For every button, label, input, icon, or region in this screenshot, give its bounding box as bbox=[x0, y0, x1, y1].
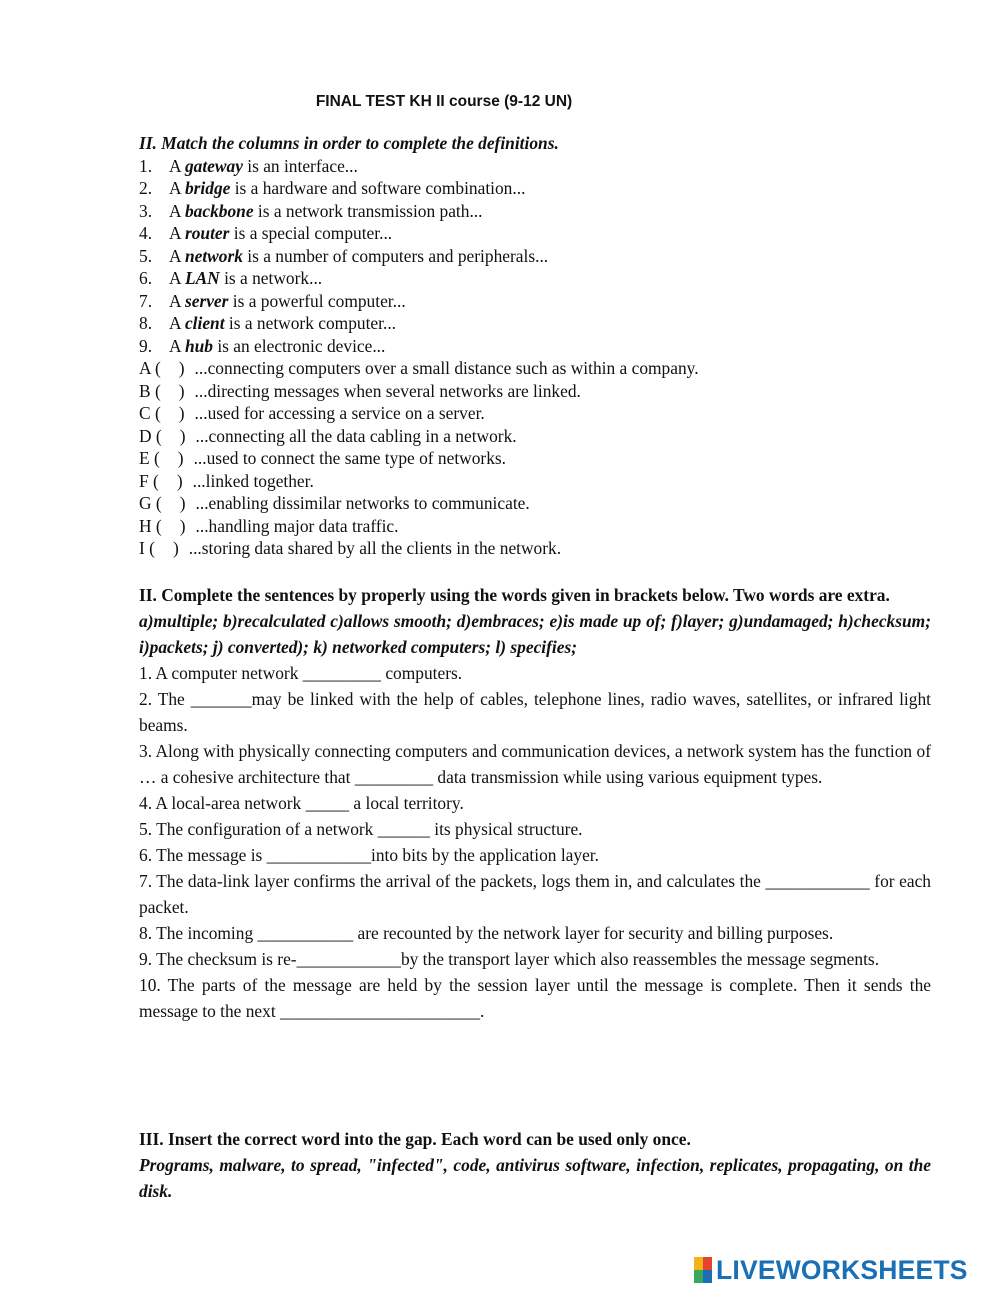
match-section bbox=[139, 132, 931, 560]
sentence-item: 9. The checksum is re-____________by the transport layer which also reassembles the message segments. bbox=[139, 949, 880, 969]
sentence-item: 5. The configuration of a network ______ its physical structure. bbox=[139, 819, 583, 839]
item-number: 1. bbox=[139, 155, 153, 176]
option-close: ) bbox=[179, 515, 186, 536]
sentence-item: 3. Along with physically connecting computers and communication devices, a network system has the function of … a cohesive architecture that _________ data transmission while using various equipment types. bbox=[139, 741, 931, 787]
definition-item bbox=[139, 290, 931, 313]
option-text: ...linked together. bbox=[192, 470, 314, 491]
option-item bbox=[139, 515, 931, 538]
option-letter: A ( bbox=[139, 358, 161, 378]
definition-item bbox=[139, 155, 931, 178]
item-term: bridge bbox=[184, 178, 231, 198]
option-item bbox=[139, 447, 931, 470]
item-term: LAN bbox=[184, 268, 220, 288]
definition-item bbox=[139, 222, 931, 245]
option-close: ) bbox=[177, 448, 184, 468]
complete-heading: II. Complete the sentences by properly using the words given in brackets below. Two words are extra. bbox=[139, 585, 890, 605]
item-text: is a network transmission path... bbox=[253, 200, 483, 221]
option-text: ...used for accessing a service on a server. bbox=[194, 403, 485, 423]
sentence-item: 6. The message is ____________into bits by the application layer. bbox=[139, 845, 599, 865]
option-close: ) bbox=[172, 538, 179, 558]
item-number: 7. bbox=[139, 290, 153, 311]
item-text: is a hardware and software combination... bbox=[230, 178, 526, 198]
option-text: ...handling major data traffic. bbox=[195, 515, 399, 536]
item-term: network bbox=[184, 245, 243, 266]
item-number: 4. bbox=[139, 223, 153, 243]
option-list bbox=[139, 357, 931, 560]
insert-heading: III. Insert the correct word into the gap. Each word can be used only once. bbox=[139, 1129, 691, 1149]
item-article: A bbox=[169, 223, 185, 243]
item-term: router bbox=[184, 223, 230, 243]
option-letter: H ( bbox=[139, 515, 162, 536]
word-bank: a)multiple; b)recalculated c)allows smooth; d)embraces; e)is made up of; f)layer; g)undamaged; h)checksum; i)packets; j) converted); k) networked computers; l) specifies; bbox=[139, 611, 931, 657]
item-term: backbone bbox=[184, 200, 254, 221]
option-item bbox=[139, 357, 931, 380]
item-term: server bbox=[184, 290, 229, 311]
item-article: A bbox=[169, 313, 185, 333]
item-article: A bbox=[169, 290, 185, 311]
item-article: A bbox=[169, 178, 185, 198]
option-text: ...connecting all the data cabling in a network. bbox=[195, 425, 517, 446]
item-text: is an interface... bbox=[242, 155, 358, 176]
option-close: ) bbox=[178, 358, 185, 378]
item-term: client bbox=[184, 313, 225, 333]
sentence-item: 10. The parts of the message are held by the session layer until the message is complete. Then it sends the message to the next _______________________. bbox=[139, 975, 931, 1021]
sentence-item: 8. The incoming ___________ are recounted by the network layer for security and billing purposes. bbox=[139, 923, 834, 943]
match-heading: II. Match the columns in order to complete the definitions. bbox=[139, 133, 559, 153]
definition-list bbox=[139, 155, 931, 358]
definition-item bbox=[139, 267, 931, 290]
option-letter: G ( bbox=[139, 493, 162, 513]
option-close: ) bbox=[179, 493, 186, 513]
sentence-item: 1. A computer network _________ computers. bbox=[139, 663, 463, 683]
option-letter: I ( bbox=[139, 538, 155, 558]
option-close: ) bbox=[178, 403, 185, 423]
item-text: is a network computer... bbox=[224, 313, 397, 333]
option-letter: B ( bbox=[139, 380, 161, 401]
definition-item bbox=[139, 312, 931, 335]
liveworksheets-logo bbox=[694, 1255, 968, 1285]
option-item bbox=[139, 380, 931, 403]
item-term: gateway bbox=[184, 155, 243, 176]
option-text: ...connecting computers over a small distance such as within a company. bbox=[194, 358, 699, 378]
item-number: 6. bbox=[139, 268, 153, 288]
option-text: ...enabling dissimilar networks to communicate. bbox=[195, 493, 530, 513]
item-article: A bbox=[169, 155, 185, 176]
sentence-item: 4. A local-area network _____ a local territory. bbox=[139, 793, 464, 813]
item-text: is a powerful computer... bbox=[228, 290, 406, 311]
item-number: 5. bbox=[139, 245, 153, 266]
item-article: A bbox=[169, 268, 185, 288]
item-number: 8. bbox=[139, 313, 153, 333]
option-text: ...storing data shared by all the clients in the network. bbox=[188, 538, 562, 558]
insert-word-bank: Programs, malware, to spread, "infected", code, antivirus software, infection, replicates, propagating, on the disk. bbox=[139, 1155, 931, 1201]
option-letter: E ( bbox=[139, 448, 160, 468]
option-close: ) bbox=[179, 425, 186, 446]
item-number: 2. bbox=[139, 178, 153, 198]
item-number: 3. bbox=[139, 200, 153, 221]
sentence-list bbox=[139, 660, 931, 1024]
definition-item bbox=[139, 335, 931, 358]
option-item bbox=[139, 470, 931, 493]
insert-section bbox=[139, 1126, 931, 1204]
definition-item bbox=[139, 177, 931, 200]
option-letter: C ( bbox=[139, 403, 161, 423]
item-term: hub bbox=[184, 335, 213, 356]
logo-text: LIVEWORKSHEETS bbox=[716, 1254, 968, 1285]
item-number: 9. bbox=[139, 335, 153, 356]
option-item bbox=[139, 537, 931, 560]
sentence-item: 2. The _______may be linked with the help of cables, telephone lines, radio waves, satellites, or infrared light beams. bbox=[139, 689, 931, 735]
definition-item bbox=[139, 200, 931, 223]
sentence-item: 7. The data-link layer confirms the arrival of the packets, logs them in, and calculates the ____________ for each packet. bbox=[139, 871, 931, 917]
option-item bbox=[139, 492, 931, 515]
item-article: A bbox=[169, 335, 185, 356]
item-article: A bbox=[169, 245, 185, 266]
item-text: is a special computer... bbox=[229, 223, 393, 243]
option-text: ...directing messages when several networks are linked. bbox=[194, 380, 581, 401]
page-title: FINAL TEST KH II course (9-12 UN) bbox=[315, 93, 573, 110]
item-text: is an electronic device... bbox=[213, 335, 386, 356]
item-text: is a network... bbox=[219, 268, 323, 288]
option-text: ...used to connect the same type of networks. bbox=[193, 448, 507, 468]
item-article: A bbox=[169, 200, 185, 221]
option-letter: D ( bbox=[139, 425, 162, 446]
complete-section bbox=[139, 582, 931, 1024]
option-close: ) bbox=[178, 380, 185, 401]
option-item bbox=[139, 402, 931, 425]
item-text: is a number of computers and peripherals... bbox=[242, 245, 549, 266]
option-close: ) bbox=[176, 470, 183, 491]
option-item bbox=[139, 425, 931, 448]
option-letter: F ( bbox=[139, 470, 159, 491]
liveworksheets-logo-icon bbox=[694, 1257, 712, 1283]
definition-item bbox=[139, 245, 931, 268]
